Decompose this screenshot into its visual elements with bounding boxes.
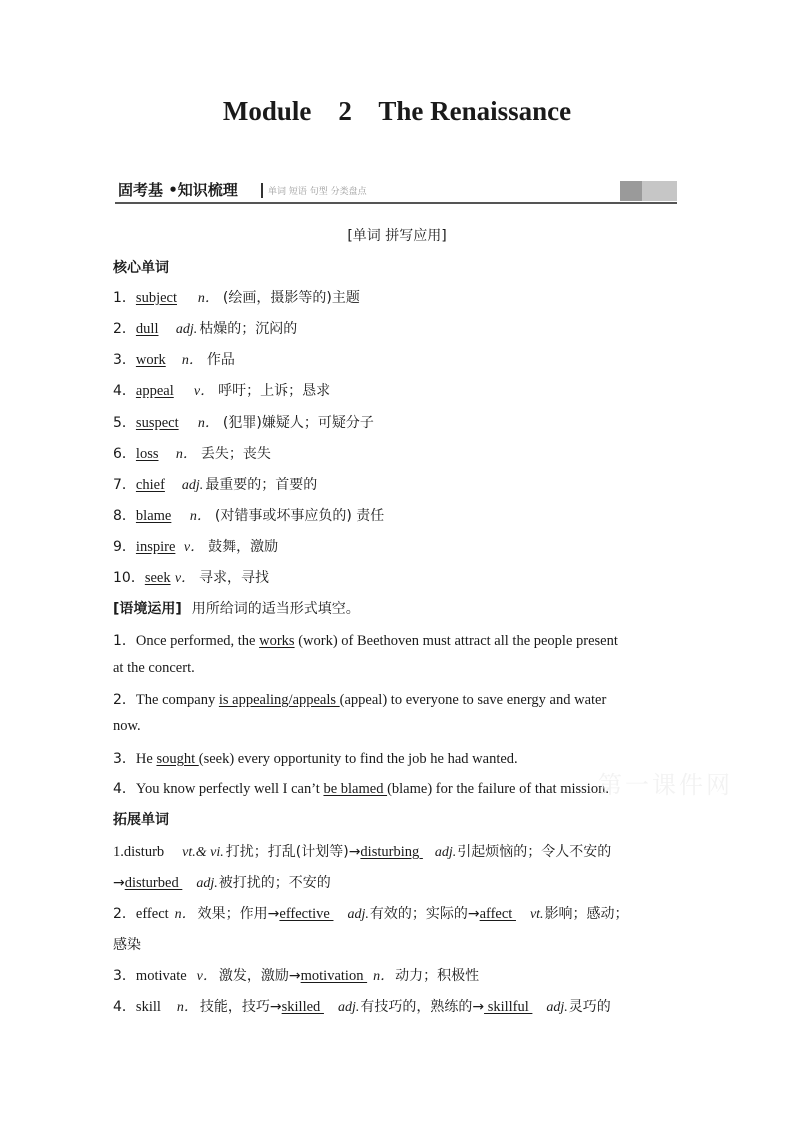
exercise-item: 2．The company is appealing/appeals (appeal) to everyone to save energy and water — [113, 692, 607, 708]
watermark: 第一课件网 — [598, 771, 733, 799]
exercise-item-cont: now. — [113, 718, 141, 734]
list-item: 5．suspect n． (犯罪)嫌疑人；可疑分子 — [113, 415, 374, 431]
list-item: 7．chief adj. 最重要的；首要的 — [113, 477, 318, 493]
exercise-item-cont: at the concert. — [113, 660, 195, 676]
list-item: 10．seek v． 寻求，寻找 — [113, 570, 270, 586]
banner-heading: 固考基 •知识梳理 — [118, 181, 238, 199]
banner-block-dark — [620, 181, 642, 201]
ext-item: 4．skill n． 技能，技巧→skilled adj.有技巧的，熟练的→ skillful adj.灵巧的 — [113, 999, 611, 1015]
context-heading: [语境运用] 用所给词的适当形式填空。 — [113, 601, 360, 617]
banner-block-light — [642, 181, 677, 201]
ext-item-cont: →disturbed adj.被打扰的；不安的 — [113, 875, 331, 891]
exercise-item: 1．Once performed, the works (work) of Beethoven must attract all the people present — [113, 633, 618, 649]
banner-subtitle: 单词 短语 句型 分类盘点 — [268, 187, 367, 197]
ext-item: 3．motivate v． 激发，激励→motivation n．动力；积极性 — [113, 968, 480, 984]
list-item: 2．dull adj. 枯燥的；沉闷的 — [113, 321, 298, 337]
ext-item-cont: 感染 — [113, 937, 141, 953]
exercise-item: 4．You know perfectly well I can’t be blamed (blame) for the failure of that mission. — [113, 781, 609, 797]
banner-divider — [261, 183, 263, 198]
list-item: 6．loss n． 丢失；丧失 — [113, 446, 271, 462]
list-item: 1．subject n． (绘画，摄影等的)主题 — [113, 290, 360, 306]
list-item: 9．inspire v． 鼓舞，激励 — [113, 539, 279, 555]
ext-item: 2．effect n． 效果；作用→effective adj.有效的；实际的→affect vt.影响；感动； — [113, 906, 629, 922]
banner-rule — [115, 202, 677, 204]
ext-heading: 拓展单词 — [113, 812, 169, 828]
page-title: Module 2 The Renaissance — [222, 96, 572, 126]
section-title: [单词 拼写应用] — [347, 228, 447, 244]
list-item: 4．appeal v． 呼吁；上诉；恳求 — [113, 383, 331, 399]
exercise-item: 3．He sought (seek) every opportunity to find the job he had wanted. — [113, 751, 518, 767]
core-heading: 核心单词 — [113, 260, 169, 276]
section-banner — [115, 180, 677, 204]
ext-item: 1.disturb vt.& vi. 打扰；打乱(计划等)→disturbing adj.引起烦恼的；令人不安的 — [113, 844, 612, 860]
list-item: 3．work n． 作品 — [113, 352, 235, 368]
list-item: 8．blame n． (对错事或坏事应负的) 责任 — [113, 508, 385, 524]
